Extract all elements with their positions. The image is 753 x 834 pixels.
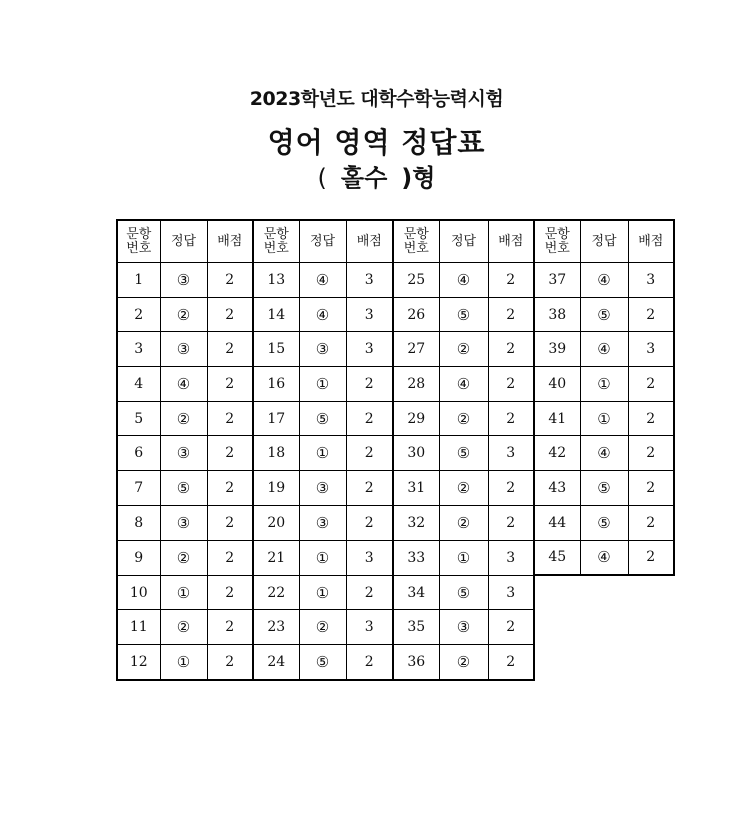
table-row: [117, 575, 674, 610]
question-number: 45: [534, 540, 580, 575]
answer-mark: ②: [439, 645, 488, 680]
points-value: 2: [346, 471, 393, 506]
points-value: 2: [207, 610, 253, 645]
empty-cell: [580, 575, 628, 610]
table-row: [117, 401, 674, 436]
points-value: 3: [628, 263, 674, 298]
answer-table: [116, 219, 675, 681]
header-points: 배점: [628, 220, 674, 263]
answer-mark: ⑤: [580, 297, 628, 332]
table-row: [117, 471, 674, 506]
question-number: 10: [117, 575, 160, 610]
answer-mark: ④: [439, 367, 488, 402]
answer-mark: ②: [160, 297, 207, 332]
points-value: 2: [207, 297, 253, 332]
points-value: 2: [207, 367, 253, 402]
points-value: 2: [207, 645, 253, 680]
points-value: 2: [207, 263, 253, 298]
empty-cell: [534, 575, 580, 610]
points-value: 3: [488, 540, 534, 575]
header-question-number: [534, 220, 580, 263]
points-value: 2: [207, 332, 253, 367]
answer-mark: ①: [299, 575, 346, 610]
header-answer: 정답: [160, 220, 207, 263]
points-value: 2: [628, 436, 674, 471]
question-number: 16: [253, 367, 299, 402]
question-number: 26: [393, 297, 439, 332]
answer-mark: ⑤: [439, 436, 488, 471]
answer-mark: ②: [439, 332, 488, 367]
question-number: 8: [117, 505, 160, 540]
header-answer: 정답: [299, 220, 346, 263]
answer-mark: ①: [580, 367, 628, 402]
header-answer: 정답: [580, 220, 628, 263]
answer-mark: ④: [160, 367, 207, 402]
points-value: 3: [488, 436, 534, 471]
points-value: 2: [628, 297, 674, 332]
points-value: 3: [346, 610, 393, 645]
points-value: 2: [346, 436, 393, 471]
points-value: 2: [628, 505, 674, 540]
points-value: 2: [488, 645, 534, 680]
question-number: 30: [393, 436, 439, 471]
question-number: 25: [393, 263, 439, 298]
empty-cell: [628, 610, 674, 645]
answer-mark: ④: [299, 263, 346, 298]
question-number: 5: [117, 401, 160, 436]
answer-mark: ⑤: [299, 401, 346, 436]
answer-mark: ②: [160, 610, 207, 645]
exam-type: [0, 158, 753, 193]
answer-mark: ④: [439, 263, 488, 298]
question-number: 11: [117, 610, 160, 645]
header-points: 배점: [346, 220, 393, 263]
empty-cell: [534, 645, 580, 680]
question-number: 21: [253, 540, 299, 575]
empty-cell: [628, 575, 674, 610]
answer-mark: ②: [439, 401, 488, 436]
points-value: 2: [207, 436, 253, 471]
question-number: 19: [253, 471, 299, 506]
question-number: 38: [534, 297, 580, 332]
answer-mark: ③: [299, 471, 346, 506]
answer-mark: ①: [439, 540, 488, 575]
answer-mark: ③: [160, 332, 207, 367]
answer-mark: ④: [299, 297, 346, 332]
points-value: 2: [488, 505, 534, 540]
question-number: 4: [117, 367, 160, 402]
points-value: 3: [488, 575, 534, 610]
answer-mark: ③: [160, 436, 207, 471]
answer-mark: ①: [160, 575, 207, 610]
answer-mark: ⑤: [580, 505, 628, 540]
points-value: 2: [488, 610, 534, 645]
points-value: 3: [346, 263, 393, 298]
table-row: [117, 505, 674, 540]
points-value: 2: [346, 575, 393, 610]
table-row: [117, 645, 674, 680]
points-value: 2: [207, 401, 253, 436]
header-row: [117, 220, 674, 263]
type-label: 홀수: [340, 164, 388, 192]
question-number: 36: [393, 645, 439, 680]
question-number: 35: [393, 610, 439, 645]
answer-mark: ③: [439, 610, 488, 645]
points-value: 2: [207, 471, 253, 506]
points-value: 2: [488, 471, 534, 506]
points-value: 2: [628, 401, 674, 436]
question-number: 27: [393, 332, 439, 367]
points-value: 2: [488, 297, 534, 332]
subject-title: 영어 영역 정답표: [267, 126, 486, 159]
empty-cell: [580, 645, 628, 680]
header-question-number-line2: 번호: [544, 240, 570, 256]
points-value: 2: [207, 575, 253, 610]
header-question-number-line1: 문항: [263, 226, 289, 242]
question-number: 34: [393, 575, 439, 610]
question-number: 31: [393, 471, 439, 506]
answer-mark: ②: [160, 401, 207, 436]
question-number: 32: [393, 505, 439, 540]
answer-mark: ⑤: [299, 645, 346, 680]
answer-mark: ③: [299, 505, 346, 540]
answer-mark: ①: [299, 540, 346, 575]
question-number: 1: [117, 263, 160, 298]
answer-mark: ⑤: [160, 471, 207, 506]
question-number: 24: [253, 645, 299, 680]
header-question-number-line2: 번호: [126, 240, 152, 256]
points-value: 2: [628, 540, 674, 575]
question-number: 14: [253, 297, 299, 332]
header-points: 배점: [488, 220, 534, 263]
points-value: 3: [346, 332, 393, 367]
question-number: 22: [253, 575, 299, 610]
header-answer: 정답: [439, 220, 488, 263]
type-open-paren: (: [317, 164, 327, 192]
answer-mark: ①: [580, 401, 628, 436]
table-row: [117, 297, 674, 332]
type-close: )형: [401, 164, 436, 192]
question-number: 43: [534, 471, 580, 506]
points-value: 3: [346, 540, 393, 575]
question-number: 29: [393, 401, 439, 436]
answer-mark: ④: [580, 436, 628, 471]
question-number: 13: [253, 263, 299, 298]
header-question-number: [117, 220, 160, 263]
question-number: 2: [117, 297, 160, 332]
table-row: [117, 610, 674, 645]
answer-mark: ④: [580, 332, 628, 367]
answer-mark: ②: [439, 505, 488, 540]
empty-cell: [534, 610, 580, 645]
table-row: [117, 436, 674, 471]
header-question-number-line1: 문항: [544, 226, 570, 242]
points-value: 2: [346, 401, 393, 436]
question-number: 20: [253, 505, 299, 540]
answer-mark: ⑤: [439, 297, 488, 332]
header-question-number: [253, 220, 299, 263]
header-question-number-line2: 번호: [403, 240, 429, 256]
answer-mark: ③: [299, 332, 346, 367]
table-row: [117, 332, 674, 367]
answer-mark: ③: [160, 505, 207, 540]
question-number: 28: [393, 367, 439, 402]
exam-title: 2023학년도 대학수학능력시험: [249, 88, 504, 110]
question-number: 17: [253, 401, 299, 436]
question-number: 15: [253, 332, 299, 367]
empty-cell: [580, 610, 628, 645]
points-value: 2: [346, 367, 393, 402]
table-row: [117, 263, 674, 298]
answer-mark: ①: [299, 436, 346, 471]
points-value: 2: [488, 332, 534, 367]
question-number: 18: [253, 436, 299, 471]
points-value: 2: [207, 505, 253, 540]
question-number: 40: [534, 367, 580, 402]
question-number: 41: [534, 401, 580, 436]
points-value: 2: [628, 367, 674, 402]
answer-mark: ①: [160, 645, 207, 680]
header-points: 배점: [207, 220, 253, 263]
answer-mark: ②: [439, 471, 488, 506]
question-number: 37: [534, 263, 580, 298]
answer-mark: ③: [160, 263, 207, 298]
question-number: 39: [534, 332, 580, 367]
answer-mark: ②: [299, 610, 346, 645]
question-number: 12: [117, 645, 160, 680]
points-value: 2: [488, 401, 534, 436]
header-question-number-line1: 문항: [126, 226, 152, 242]
answer-mark: ④: [580, 263, 628, 298]
header-question-number-line1: 문항: [403, 226, 429, 242]
question-number: 44: [534, 505, 580, 540]
answer-mark: ⑤: [439, 575, 488, 610]
table-row: [117, 540, 674, 575]
points-value: 2: [207, 540, 253, 575]
question-number: 7: [117, 471, 160, 506]
answer-mark: ②: [160, 540, 207, 575]
header-question-number: [393, 220, 439, 263]
question-number: 9: [117, 540, 160, 575]
question-number: 3: [117, 332, 160, 367]
answer-mark: ①: [299, 367, 346, 402]
points-value: 2: [628, 471, 674, 506]
answer-mark: ④: [580, 540, 628, 575]
points-value: 2: [346, 505, 393, 540]
question-number: 6: [117, 436, 160, 471]
question-number: 33: [393, 540, 439, 575]
empty-cell: [628, 645, 674, 680]
question-number: 42: [534, 436, 580, 471]
points-value: 2: [346, 645, 393, 680]
table-row: [117, 367, 674, 402]
points-value: 2: [488, 263, 534, 298]
points-value: 3: [346, 297, 393, 332]
points-value: 2: [488, 367, 534, 402]
points-value: 3: [628, 332, 674, 367]
header-question-number-line2: 번호: [263, 240, 289, 256]
question-number: 23: [253, 610, 299, 645]
answer-mark: ⑤: [580, 471, 628, 506]
